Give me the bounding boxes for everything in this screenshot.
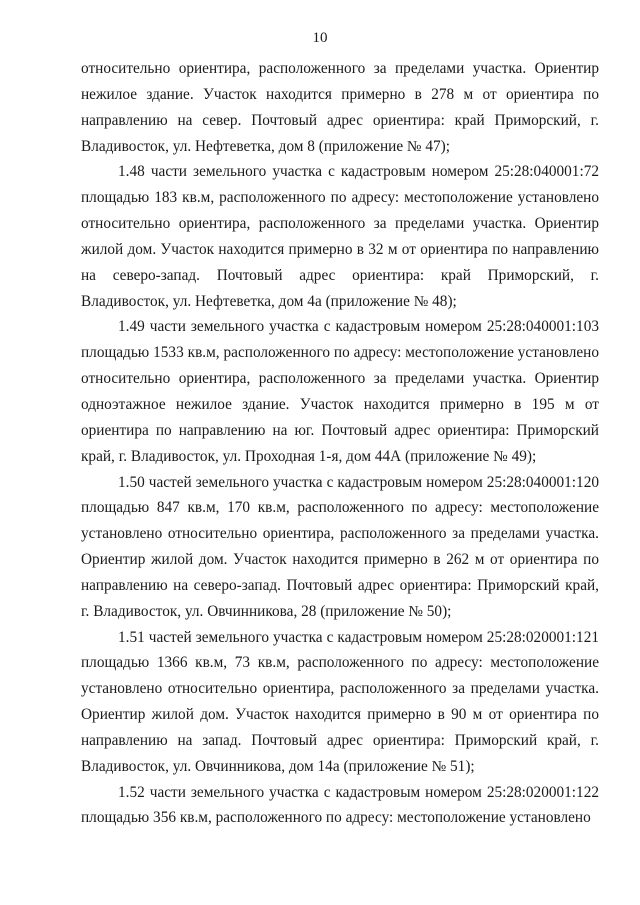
paragraph-continuation: относительно ориентира, расположенного за пределами участка. Ориентир нежилое здание. Участок находится примерно в 278 м от ориентира по направлению на север. Почтовый адрес ориентира: край Приморский, г. Владивосток, ул. Нефтеветка, дом 8 (приложение № 47);	[81, 60, 599, 155]
page-number: 10	[312, 30, 328, 46]
paragraph-item-1-52: 1.52 части земельного участка с кадастровым номером 25:28:020001:122 площадью 356 кв.м, расположенного по адресу: местоположение установлено	[81, 783, 599, 827]
paragraph-item-1-49: 1.49 части земельного участка с кадастровым номером 25:28:040001:103 площадью 1533 кв.м, расположенного по адресу: местоположение установлено относительно ориентира, расположенного за пределами участка. Ориентир одноэтажное нежилое здание. Участок находится примерно в 195 м от ориентира по направлению на юг. Почтовый адрес ориентира: Приморский край, г. Владивосток, ул. Проходная 1-я, дом 44А (приложение № 49);	[81, 318, 599, 465]
paragraph-item-1-51: 1.51 частей земельного участка с кадастровым номером 25:28:020001:121 площадью 1366 кв.м, 73 кв.м, расположенного по адресу: местоположение установлено относительно ориентира, расположенного за пределами участка. Ориентир жилой дом. Участок находится примерно в 90 м от ориентира по направлению на запад. Почтовый адрес ориентира: Приморский край, г. Владивосток, ул. Овчинникова, дом 14а (приложение № 51);	[81, 628, 599, 775]
document-body	[81, 56, 599, 831]
paragraph-item-1-48: 1.48 части земельного участка с кадастровым номером 25:28:040001:72 площадью 183 кв.м, расположенного по адресу: местоположение установлено относительно ориентира, расположенного за пределами участка. Ориентир жилой дом. Участок находится примерно в 32 м от ориентира по направлению на северо-запад. Почтовый адрес ориентира: край Приморский, г. Владивосток, ул. Нефтеветка, дом 4а (приложение № 48);	[81, 163, 599, 310]
paragraph-item-1-50: 1.50 частей земельного участка с кадастровым номером 25:28:040001:120 площадью 847 кв.м, 170 кв.м, расположенного по адресу: местоположение установлено относительно ориентира, расположенного за пределами участка. Ориентир жилой дом. Участок находится примерно в 262 м от ориентира по направлению на северо-запад. Почтовый адрес ориентира: Приморский край, г. Владивосток, ул. Овчинникова, 28 (приложение № 50);	[81, 473, 599, 620]
